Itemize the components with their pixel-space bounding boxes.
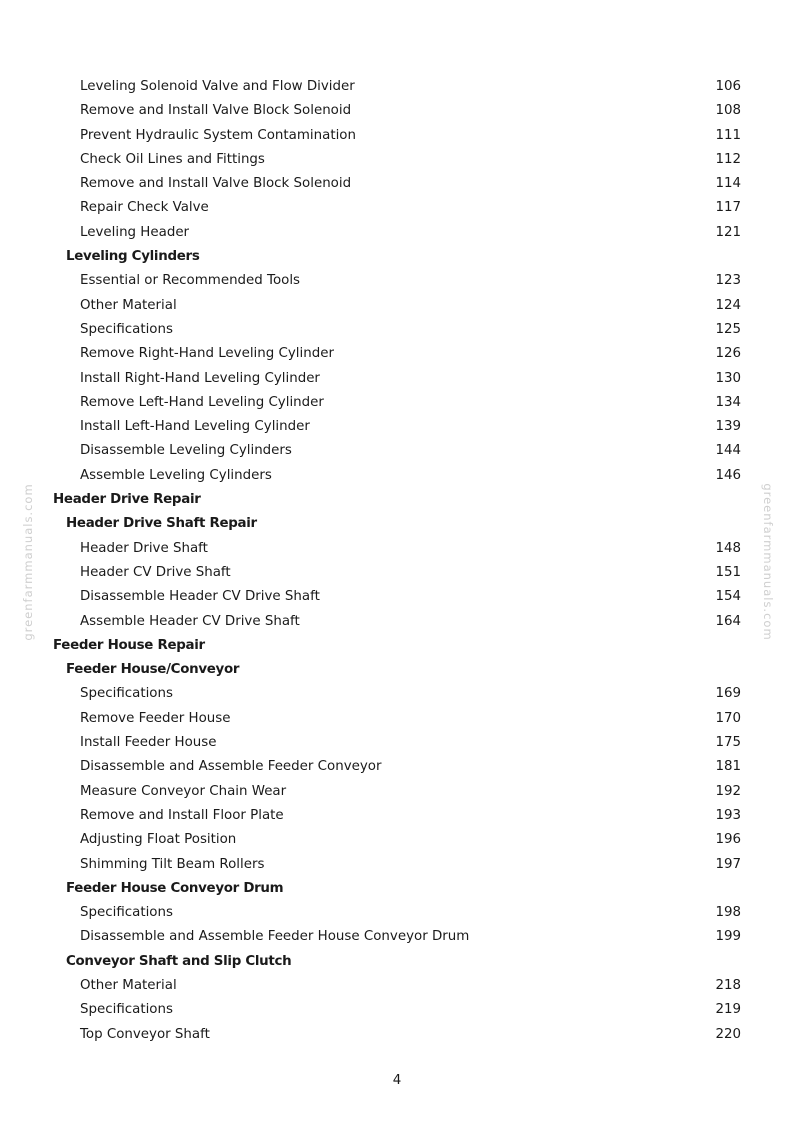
toc-entry[interactable]: [0, 269, 794, 293]
toc-entry[interactable]: [0, 196, 794, 220]
toc-section-heading: [0, 488, 794, 512]
toc-entry-title: Measure Conveyor Chain Wear: [80, 783, 287, 799]
table-of-contents: [0, 75, 794, 1047]
toc-entry-title: Disassemble and Assemble Feeder Conveyor: [80, 759, 382, 775]
toc-section-heading: [0, 512, 794, 536]
toc-entry-page: 112: [715, 151, 741, 167]
toc-entry-page: 151: [715, 564, 741, 580]
toc-entry-page: 170: [715, 710, 741, 726]
toc-entry[interactable]: [0, 75, 794, 99]
toc-entry-page: 106: [715, 79, 741, 94]
toc-section-heading: [0, 877, 794, 901]
toc-entry-title: Leveling Header: [80, 224, 190, 240]
toc-entry-page: 192: [715, 783, 741, 799]
toc-entry-title: Remove and Install Valve Block Solenoid: [80, 103, 352, 119]
toc-entry-title: Feeder House/Conveyor: [66, 662, 240, 678]
toc-entry-page: 197: [715, 856, 741, 872]
toc-entry-title: Essential or Recommended Tools: [80, 273, 301, 289]
toc-entry-title: Specifications: [80, 1002, 173, 1018]
toc-entry-page: 181: [715, 759, 741, 775]
toc-entry-title: Other Material: [80, 977, 177, 993]
toc-entry[interactable]: [0, 415, 794, 439]
toc-entry[interactable]: [0, 172, 794, 196]
toc-entry-title: Disassemble and Assemble Feeder House Conveyor Drum: [80, 929, 470, 945]
toc-entry-title: Specifications: [80, 321, 173, 337]
toc-entry-page: 164: [715, 613, 741, 629]
toc-entry[interactable]: [0, 974, 794, 998]
toc-entry-page: 198: [715, 905, 741, 921]
toc-entry-page: 121: [715, 224, 741, 240]
toc-entry-page: 126: [715, 346, 741, 362]
toc-entry-page: 199: [715, 929, 741, 945]
toc-entry[interactable]: [0, 707, 794, 731]
toc-entry-page: 123: [715, 273, 741, 289]
watermark-left: greenfarmmanuals.com: [21, 483, 35, 641]
watermark-right: greenfarmmanuals.com: [761, 483, 775, 641]
toc-section-heading: [0, 634, 794, 658]
toc-entry-page: 125: [715, 321, 741, 337]
page-number: 4: [392, 1073, 402, 1088]
toc-entry[interactable]: [0, 853, 794, 877]
toc-entry[interactable]: [0, 391, 794, 415]
toc-entry-title: Header Drive Repair: [53, 492, 201, 508]
toc-entry[interactable]: [0, 537, 794, 561]
toc-entry[interactable]: [0, 439, 794, 463]
toc-entry-page: 220: [715, 1026, 741, 1042]
toc-entry[interactable]: [0, 561, 794, 585]
toc-entry-page: 193: [715, 807, 741, 823]
toc-entry-title: Shimming Tilt Beam Rollers: [80, 856, 265, 872]
toc-entry-page: 108: [715, 103, 741, 119]
toc-section-heading: [0, 245, 794, 269]
toc-entry-title: Leveling Solenoid Valve and Flow Divider: [80, 79, 355, 94]
toc-entry-page: 218: [715, 977, 741, 993]
toc-entry[interactable]: [0, 342, 794, 366]
toc-entry-page: 114: [715, 176, 741, 192]
toc-entry[interactable]: [0, 755, 794, 779]
toc-entry[interactable]: [0, 998, 794, 1022]
toc-entry-title: Header Drive Shaft: [80, 540, 208, 556]
toc-entry[interactable]: [0, 148, 794, 172]
toc-entry-title: Repair Check Valve: [80, 200, 209, 216]
toc-entry[interactable]: [0, 682, 794, 706]
toc-entry[interactable]: [0, 221, 794, 245]
toc-entry[interactable]: [0, 294, 794, 318]
toc-section-heading: [0, 658, 794, 682]
toc-entry-page: 148: [715, 540, 741, 556]
toc-entry-page: 139: [715, 419, 741, 435]
toc-entry[interactable]: [0, 610, 794, 634]
toc-entry-title: Specifications: [80, 905, 173, 921]
toc-entry-page: 111: [715, 127, 741, 143]
toc-entry-title: Other Material: [80, 297, 177, 313]
toc-entry-title: Feeder House Conveyor Drum: [66, 880, 284, 896]
toc-entry[interactable]: [0, 828, 794, 852]
toc-entry-page: 144: [715, 443, 741, 459]
toc-entry-page: 219: [715, 1002, 741, 1018]
toc-entry[interactable]: [0, 367, 794, 391]
toc-entry[interactable]: [0, 124, 794, 148]
toc-entry-title: Assemble Header CV Drive Shaft: [80, 613, 300, 629]
toc-entry-title: Install Feeder House: [80, 735, 217, 751]
toc-entry-page: 196: [715, 832, 741, 848]
toc-entry-title: Feeder House Repair: [53, 637, 205, 653]
toc-entry[interactable]: [0, 925, 794, 949]
toc-entry[interactable]: [0, 585, 794, 609]
toc-entry-title: Leveling Cylinders: [66, 249, 200, 265]
toc-entry-page: 134: [715, 394, 741, 410]
toc-entry-page: 175: [715, 735, 741, 751]
toc-entry[interactable]: [0, 731, 794, 755]
toc-entry[interactable]: [0, 99, 794, 123]
toc-entry[interactable]: [0, 464, 794, 488]
toc-entry-title: Remove Left-Hand Leveling Cylinder: [80, 394, 324, 410]
toc-entry-page: 169: [715, 686, 741, 702]
toc-entry-page: 124: [715, 297, 741, 313]
toc-entry-title: Check Oil Lines and Fittings: [80, 151, 265, 167]
toc-entry-page: 117: [715, 200, 741, 216]
toc-entry-title: Prevent Hydraulic System Contamination: [80, 127, 356, 143]
toc-section-heading: [0, 950, 794, 974]
toc-entry-title: Remove and Install Floor Plate: [80, 807, 284, 823]
toc-entry[interactable]: [0, 901, 794, 925]
toc-entry[interactable]: [0, 1023, 794, 1047]
toc-entry-page: 146: [715, 467, 741, 483]
toc-entry-title: Remove Feeder House: [80, 710, 231, 726]
toc-entry[interactable]: [0, 804, 794, 828]
toc-entry[interactable]: [0, 780, 794, 804]
toc-entry-page: 130: [715, 370, 741, 386]
toc-entry[interactable]: [0, 318, 794, 342]
toc-entry-title: Remove and Install Valve Block Solenoid: [80, 176, 352, 192]
toc-entry-title: Header Drive Shaft Repair: [66, 516, 257, 532]
toc-entry-title: Remove Right-Hand Leveling Cylinder: [80, 346, 334, 362]
toc-entry-title: Adjusting Float Position: [80, 832, 237, 848]
toc-entry-title: Install Right-Hand Leveling Cylinder: [80, 370, 320, 386]
toc-entry-title: Conveyor Shaft and Slip Clutch: [66, 953, 292, 969]
toc-entry-page: 154: [715, 589, 741, 605]
toc-entry-title: Top Conveyor Shaft: [80, 1026, 210, 1042]
toc-entry-title: Header CV Drive Shaft: [80, 564, 231, 580]
toc-entry-title: Disassemble Leveling Cylinders: [80, 443, 292, 459]
toc-entry-title: Specifications: [80, 686, 173, 702]
toc-entry-title: Disassemble Header CV Drive Shaft: [80, 589, 320, 605]
toc-entry-title: Install Left-Hand Leveling Cylinder: [80, 419, 310, 435]
toc-entry-title: Assemble Leveling Cylinders: [80, 467, 272, 483]
